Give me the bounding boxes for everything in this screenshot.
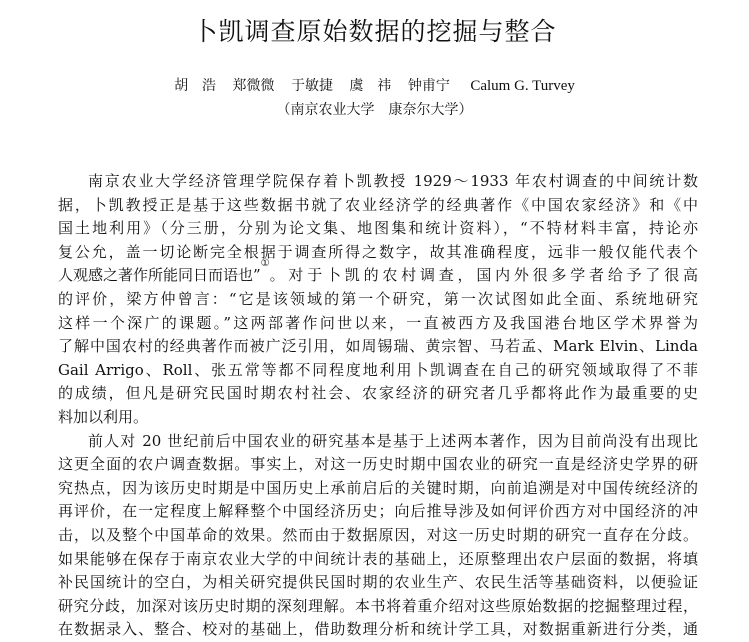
paragraph-line: 如果能够在保存于南京农业大学的中间统计表的基础上，还原整理出农户层面的数据，将填: [58, 549, 698, 568]
paragraph-line: 复公允，盖一切论断完全根据于调查所得之数字，故其准确程度，远非一般仅能代表个: [58, 242, 698, 261]
author-name: 钟甫宁: [407, 78, 450, 94]
line-text: 。对于卜凯的农村调查，国内外很多学者给予了很高: [269, 266, 698, 285]
affiliation: （南京农业大学 康奈尔大学）: [276, 102, 473, 118]
paragraph-line: 补民国统计的空白，为相关研究提供民国时期的农业生产、农民生活等基础资料，以便验证: [58, 573, 698, 592]
paragraph-line: 在数据录入、整合、校对的基础上，借助数理分析和统计学工具，对数据重新进行分类，通: [58, 620, 698, 639]
paragraph-line: 研究分歧，加深对该历史时期的深刻理解。本书将着重介绍对这些原始数据的挖掘整理过程，: [58, 596, 698, 615]
author-name: 郑微微: [232, 78, 275, 94]
paragraph-line: 的成绩，但凡是研究民国时期农村社会、农家经济的研究者几乎都将此作为最重要的史: [58, 384, 698, 403]
author-name: 虞 祎: [349, 78, 392, 94]
paper-body: [58, 170, 698, 642]
author-name-latin: Calum G. Turvey: [470, 78, 575, 94]
paragraph-line: 这更全面的农户调查数据。事实上，对这一历史时期中国农业的研究一直是经济史学界的研: [58, 455, 698, 474]
line-text: 人观感之著作所能同日而语也”: [58, 266, 261, 285]
paragraph-line: 国土地利用》（分三册，分别为论文集、地图集和统计资料），“不特材料丰富，持论亦: [58, 219, 698, 238]
paragraph-line: 这样一个深广的课题。”这两部著作问世以来，一直被西方及我国港台地区学术界誉为: [58, 313, 698, 332]
paragraph-line: 的评价，梁方仲曾言：“它是该领域的第一个研究，第一次试图如此全面、系统地研究: [58, 289, 698, 308]
paragraph-line: 料加以利用。: [58, 407, 149, 426]
author-name: 于敏捷: [290, 78, 333, 94]
paragraph-line: 南京农业大学经济管理学院保存着卜凯教授 1929～1933 年农村调查的中间统计数: [88, 172, 698, 190]
paragraph-line: Gail Arrigo、Roll、张五常等都不同程度地利用卜凯调查在自己的研究领域取得了不菲: [58, 360, 698, 379]
paragraph-line: 再评价，在一定程度上解释整个中国经济历史；向后推导涉及如何评价西方对中国经济的冲: [58, 502, 698, 521]
paragraph-line: [58, 258, 698, 288]
author-name: 胡 浩: [174, 78, 217, 94]
paragraph-line: 前人对 20 世纪前后中国农业的研究基本是基于上述两本著作，因为目前尚没有出现比: [88, 431, 698, 450]
author-list: [0, 75, 749, 95]
paper-title: 卜凯调查原始数据的挖掘与整合: [192, 17, 557, 46]
paragraph-line: 击，以及整个中国革命的效果。然而由于数据原因，对这一历史时期的研究一直存在分歧。: [58, 525, 698, 544]
paragraph-line: 究热点，因为该历史时期是中国历史上承前启后的关键时期，向前追溯是对中国传统经济的: [58, 478, 698, 497]
footnote-marker: ①: [260, 258, 270, 270]
paragraph-line: 据，卜凯教授正是基于这些数据书就了农业经济学的经典著作《中国农家经济》和《中: [58, 195, 698, 214]
paragraph-line: 了解中国农村的经典著作而被广泛引用，如周锡瑞、黄宗智、马若孟、Mark Elvin、Linda: [58, 337, 698, 356]
